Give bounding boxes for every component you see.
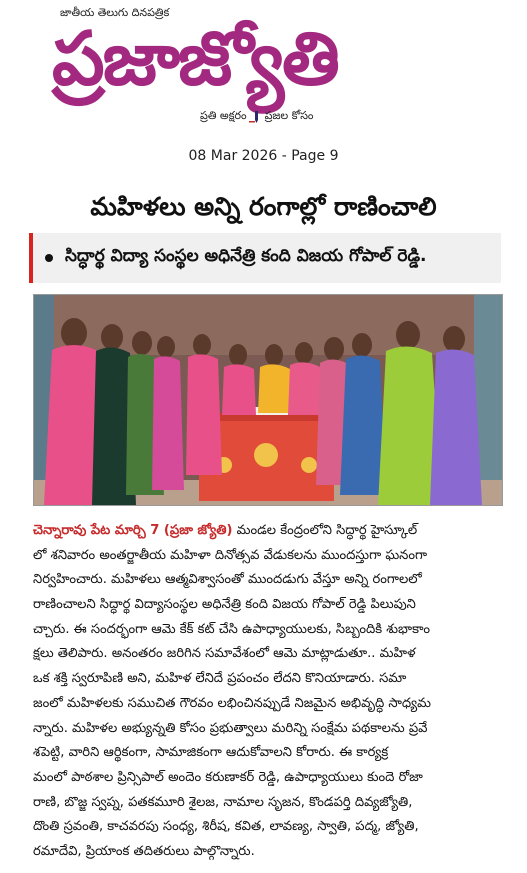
event-photo: [33, 294, 503, 506]
article-line: జంలో మహిళలకు సముచిత గౌరవం లభించినప్పుడే నిజమైన అభివృద్ధి సాధ్యమ: [33, 695, 431, 711]
edition-dateline: 08 Mar 2026 - Page 9: [188, 148, 339, 164]
article-dateline: చెన్నారావు పేట మార్చి 7 (ప్రజా జ్యోతి): [33, 523, 233, 538]
article-line: రమాదేవి, ప్రియాంక తదితరులు పాల్గొన్నారు.: [33, 843, 255, 859]
article-line-1: [33, 519, 499, 544]
article-line: శపెట్టి, వారిని ఆర్థికంగా, సామాజికంగా ఆదుకోవాలని కోరారు. ఈ కార్యక్ర: [33, 745, 389, 761]
newspaper-logo: ప్రజాజ్యోతి: [52, 16, 338, 102]
article-line: రాణించాలని సిద్ధార్థ విద్యాసంస్థల అధినేత్రి కంది విజయ గోపాల్ రెడ్డి పిలుపుని: [33, 597, 416, 613]
article-line: రాణి, బొజ్జ స్వప్న, పతకమూరి శైలజ, నామాల సృజన, కొండపర్తి దివ్యజ్యోతి,: [33, 794, 413, 810]
article-line: ఒక శక్తి స్వరూపిణి అని, మహిళ లేనిదే ప్రపంచం లేదని కొనియాడారు. సమా: [33, 671, 407, 687]
motto-left: ప్రతి అక్షరం: [200, 109, 247, 122]
article-body: [33, 519, 499, 865]
masthead-tagline: జాతీయ తెలుగు దినపత్రిక: [60, 6, 170, 19]
article-line: న్నారు. మహిళల అభ్యున్నతి కోసం ప్రభుత్వాలు మరిన్ని సంక్షేమ పథకాలను ప్రవే: [33, 720, 428, 736]
article-headline: మహిళలు అన్ని రంగాల్లో రాణించాలి: [90, 192, 437, 221]
article-line-1-text: మండల కేంద్రంలోని సిద్ధార్థ హైస్కూల్: [232, 523, 418, 538]
article-line: దొంతి స్రవంతి, కాచవరపు సంధ్య, శిరీష, కవిత, లావణ్య, స్వాతి, పద్మ, జ్యోతి,: [33, 819, 419, 835]
masthead-motto: [200, 109, 314, 125]
pen-icon: [249, 111, 263, 123]
article-line: మంలో పాఠశాల ప్రిన్సిపాల్ అందెం కరుణాకర్ రెడ్డి, ఉపాధ్యాయులు కుందె రోజా: [33, 769, 423, 785]
article-line: నిర్వహించారు. మహిళలు ఆత్మవిశ్వాసంతో ముందడుగు వేస్తూ అన్ని రంగాలలో: [33, 572, 422, 588]
masthead: [0, 0, 527, 140]
subhead-text: సిద్ధార్థ విద్యా సంస్థల అధినేత్రి కంది విజయ గోపాల్ రెడ్డి.: [65, 246, 427, 266]
motto-right: ప్రజల కోసం: [264, 109, 314, 122]
article-line: లో శనివారం అంతర్జాతీయ మహిళా దినోత్సవ వేడుకలను ముందస్తుగా ఘనంగా: [33, 547, 428, 563]
article-subhead: [29, 233, 501, 283]
article-line: చ్చారు. ఈ సందర్భంగా ఆమె కేక్ కట్ చేసి ఉపాధ్యాయులకు, సిబ్బందికి శుభాకాం: [33, 621, 430, 637]
article-line: క్షలు తెలిపారు. అనంతరం జరిగిన సమావేశంలో ఆమె మాట్లాడుతూ.. మహిళ: [33, 646, 416, 662]
bullet-icon: [45, 254, 53, 262]
